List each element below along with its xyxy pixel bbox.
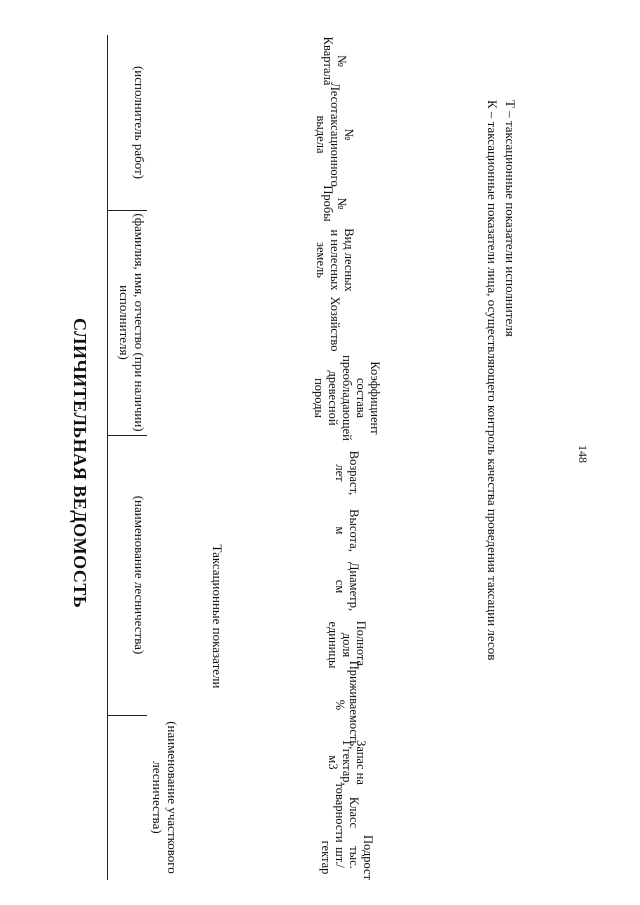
field-forestry-label: (наименование лесничества) bbox=[132, 495, 147, 655]
col-header-composition: Коэффициент состава преобладающей древесной породы bbox=[312, 355, 383, 441]
group-header-taxation: Таксационные показатели bbox=[210, 544, 226, 689]
note-k: К – таксационные показатели лица, осуществляющего контроль качества проведения таксации лесов bbox=[485, 100, 500, 661]
note-t: Т – таксационные показатели исполнителя bbox=[503, 100, 518, 337]
col-header-allotment: № Лесотаксационного выдела bbox=[314, 82, 356, 187]
fields-divider bbox=[108, 435, 147, 436]
fields-underline bbox=[107, 35, 108, 880]
col-header-density: Полнота, доля единицы bbox=[326, 620, 369, 670]
col-header-stock: Запас на 1 гектар, м3 bbox=[326, 739, 369, 786]
col-header-diameter: Диаметр, см bbox=[333, 561, 362, 612]
field-fio-label: (фамилия, имя, отчество (при наличии) исполнителя) bbox=[117, 213, 147, 432]
col-header-economy: Хозяйство bbox=[328, 296, 342, 352]
fields-divider bbox=[108, 715, 147, 716]
col-header-quarter: № Квартала bbox=[321, 36, 349, 86]
fields-divider bbox=[108, 210, 147, 211]
col-header-height: Высота, м bbox=[333, 509, 362, 552]
col-header-sample: № Пробы bbox=[321, 185, 349, 222]
field-district-forestry-label: (наименование участкового лесничества) bbox=[150, 721, 180, 874]
page-number: 148 bbox=[576, 445, 590, 463]
col-header-land-type: Вид лесных и нелесных земель bbox=[314, 228, 356, 292]
col-header-survival: Приживаемость, % bbox=[333, 660, 362, 750]
col-header-class: Класс товарности bbox=[333, 782, 362, 843]
col-header-undergrowth: Подрост тыс. шт./гектар bbox=[319, 834, 376, 881]
col-header-age: Возраст, лет bbox=[333, 450, 362, 496]
document-title: СЛИЧИТЕЛЬНАЯ ВЕДОМОСТЬ bbox=[70, 318, 90, 609]
comparison-table bbox=[205, 35, 465, 880]
field-executor-label: (исполнитель работ) bbox=[132, 65, 147, 180]
